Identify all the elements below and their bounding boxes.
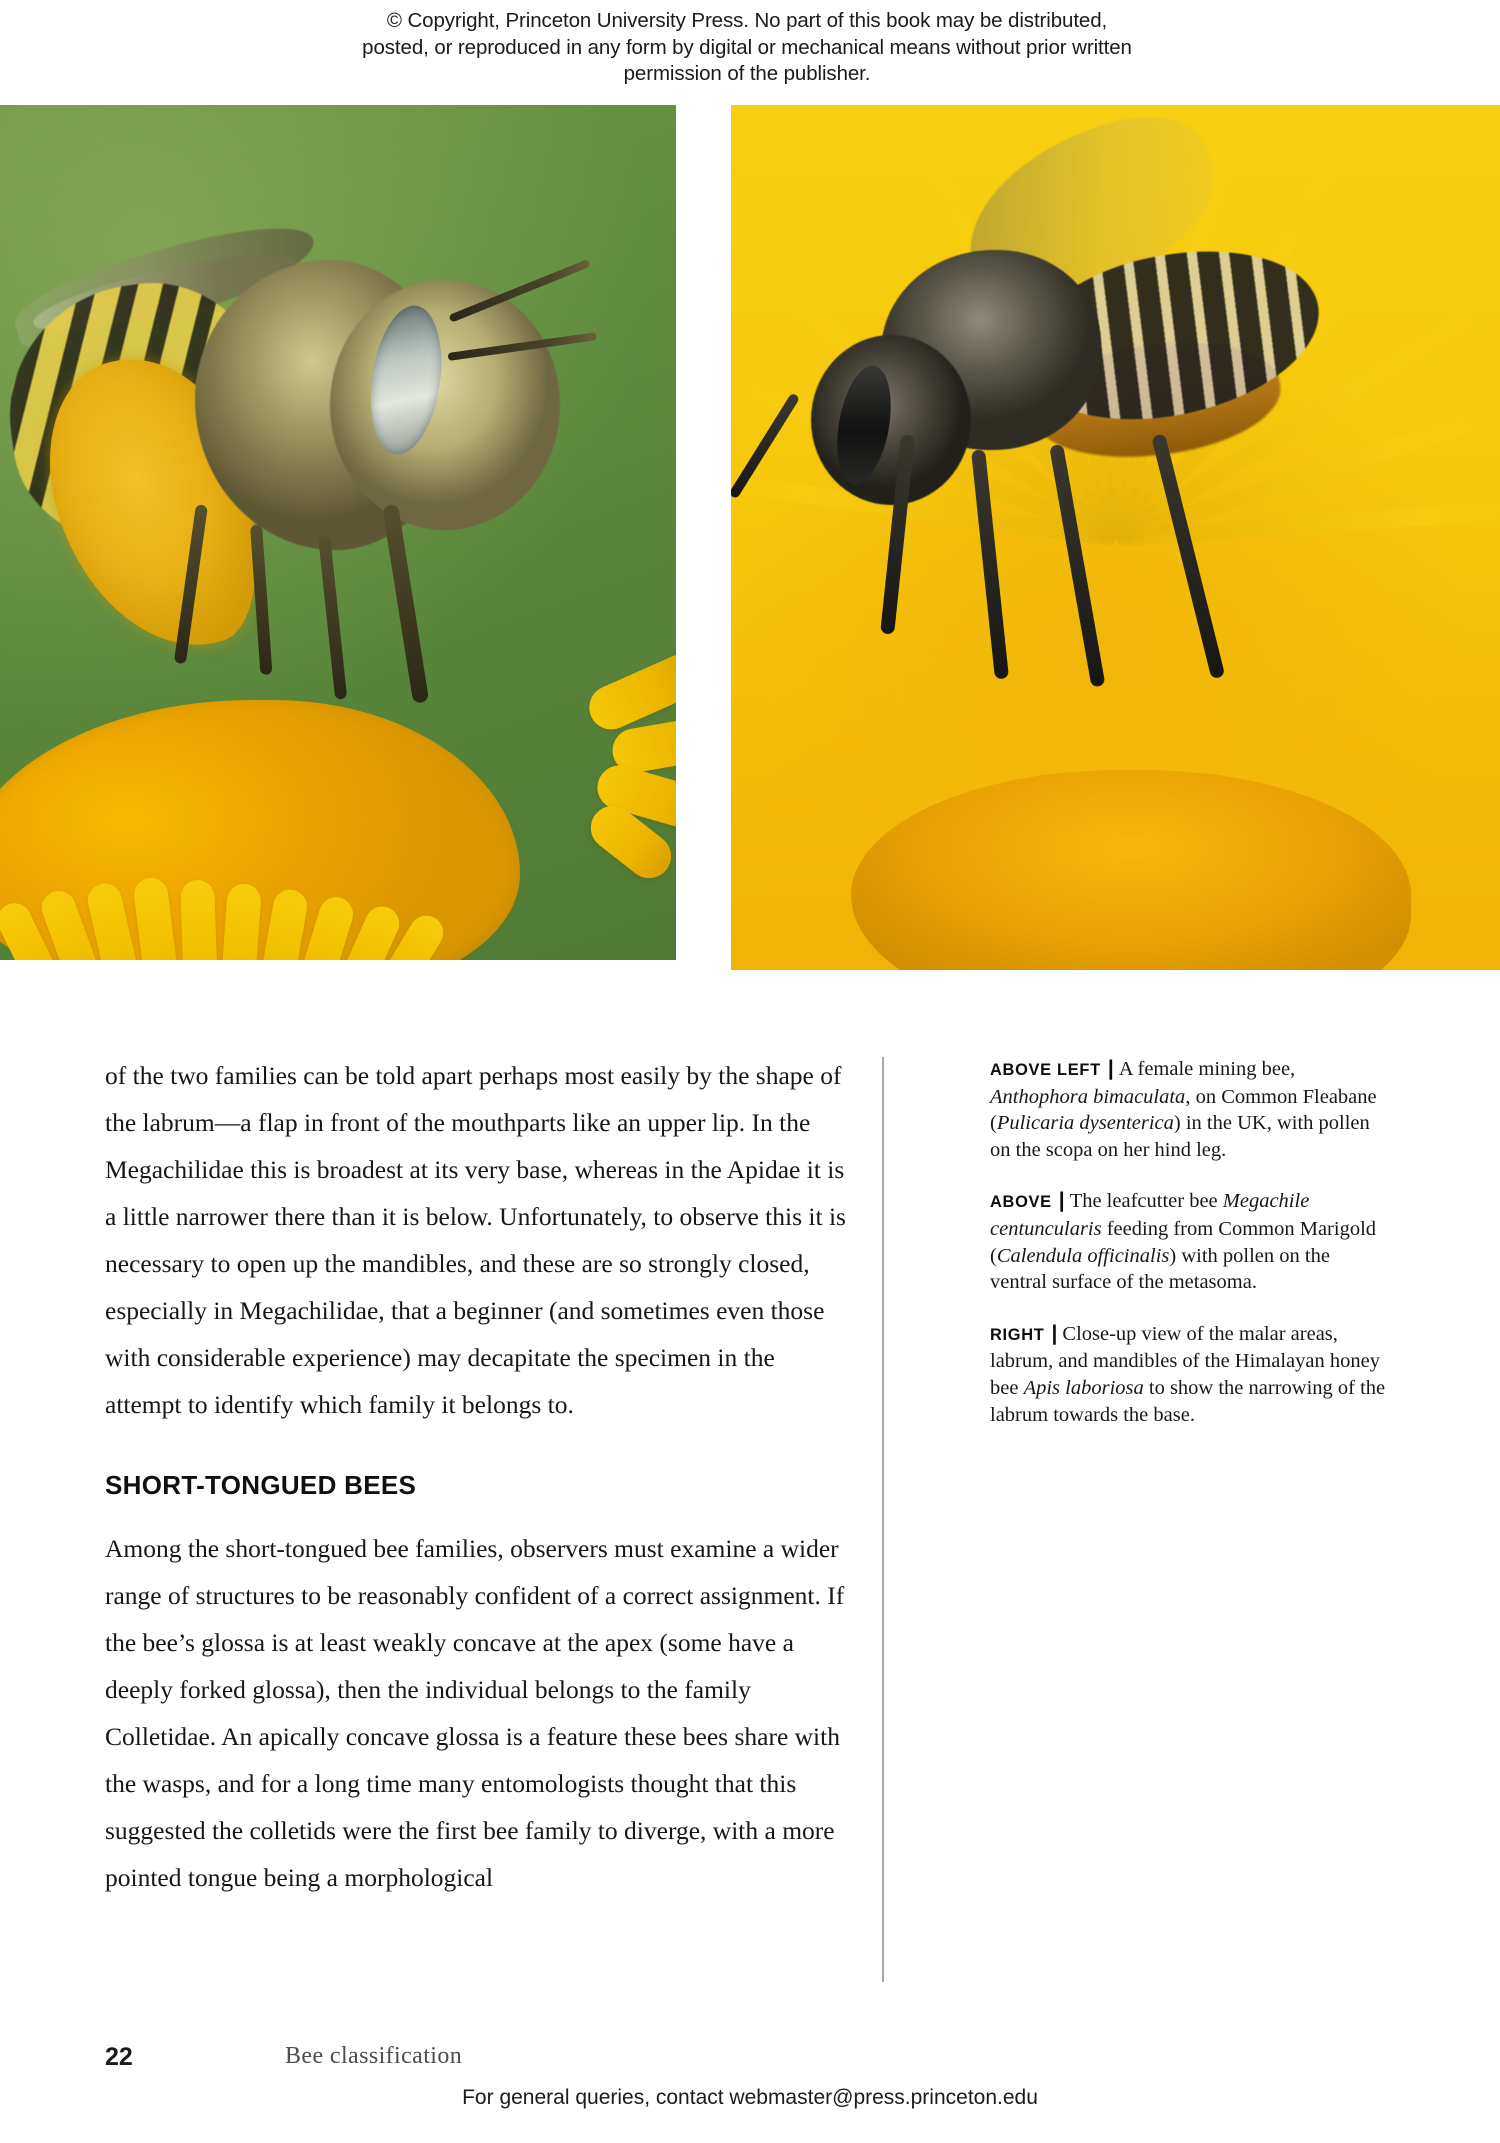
body-text-column bbox=[105, 1052, 857, 1901]
caption-text-part2: , on Common Fleabane ( bbox=[990, 1085, 1377, 1135]
caption-above bbox=[990, 1188, 1390, 1295]
photo-mining-bee-anthophora-bimaculata bbox=[0, 105, 676, 960]
caption-label: RIGHT bbox=[990, 1325, 1045, 1344]
marigold-disc-florets bbox=[851, 770, 1411, 970]
caption-text-part3: ) with pollen on the ventral surface of the metasoma. bbox=[990, 1244, 1330, 1294]
running-head: Bee classification bbox=[285, 2043, 463, 2069]
caption-species-1: Anthophora bimaculata bbox=[990, 1085, 1186, 1108]
bee-head bbox=[330, 280, 560, 530]
caption-separator-icon: | bbox=[1107, 1057, 1114, 1080]
caption-text-part1: A female mining bee, bbox=[1118, 1058, 1296, 1080]
caption-text-part3: ) in the UK, with pollen on the scopa on her hind leg. bbox=[990, 1112, 1370, 1161]
general-queries-line: For general queries, contact webmaster@press.princeton.edu bbox=[462, 2086, 1038, 2109]
copyright-notice: © Copyright, Princeton University Press. No part of this book may be distributed, posted, or reproduced in any form by digital or mechanical means without prior written permission of the publisher. bbox=[362, 9, 1132, 85]
caption-species-1: Megachile centuncularis bbox=[990, 1190, 1310, 1240]
body-paragraph-2: Among the short-tongued bee families, observers must examine a wider range of structures to be reasonably confident of a correct assignment. If the bee’s glossa is at least weakly concave at the apex (some have a deeply forked glossa), then the individual belongs to the family Colletidae. An apically concave glossa is a feature these bees share with the wasps, and for a long time many entomologists thought that this suggested the colletids were the first bee family to diverge, with a more pointed tongue being a morphological bbox=[105, 1534, 845, 1892]
caption-species-1: Apis laboriosa bbox=[1023, 1376, 1144, 1399]
column-divider-rule bbox=[882, 1057, 884, 1982]
caption-above-left bbox=[990, 1056, 1390, 1163]
caption-label: ABOVE LEFT bbox=[990, 1061, 1101, 1079]
caption-column bbox=[990, 1056, 1390, 1453]
page-number: 22 bbox=[105, 2043, 133, 2071]
bee-leg-2 bbox=[250, 525, 272, 675]
caption-species-2: Pulicaria dysenterica bbox=[996, 1112, 1174, 1135]
bee-leg-3 bbox=[318, 534, 347, 699]
caption-label: ABOVE bbox=[990, 1193, 1052, 1212]
caption-species-2: Calendula officinalis bbox=[996, 1244, 1170, 1267]
caption-separator-icon: | bbox=[1058, 1189, 1065, 1213]
caption-text-part1: Close-up view of the malar areas, labrum, and mandibles of the Himalayan honey bee bbox=[990, 1322, 1380, 1399]
fleabane-side-petals bbox=[406, 660, 676, 900]
caption-text-part1: The leafcutter bee bbox=[1069, 1190, 1223, 1213]
leafcutter-head bbox=[811, 335, 971, 505]
body-paragraph-1: of the two families can be told apart perhaps most easily by the shape of the labrum—a flap in front of the mouthparts like an upper lip. In the Megachilidae this is broadest at its very base, whereas in the Apidae it is a little narrower there than it is below. Unfortunately, to observe this it is necessary to open up the mandibles, and these are so strongly closed, especially in Megachilidae, that a beginner (and sometimes even those with considerable experience) may decapitate the specimen in the attempt to identify which family it belongs to. bbox=[105, 1061, 846, 1419]
section-heading-short-tongued-bees: SHORT-TONGUED BEES bbox=[105, 1470, 417, 1500]
caption-text-part2: feeding from Common Marigold ( bbox=[990, 1217, 1377, 1267]
caption-separator-icon: | bbox=[1051, 1321, 1058, 1345]
caption-right bbox=[990, 1321, 1390, 1428]
photo-leafcutter-bee-megachile-centuncularis bbox=[731, 105, 1500, 970]
caption-text-part2: to show the narrowing of the labrum towards the base. bbox=[990, 1376, 1386, 1426]
